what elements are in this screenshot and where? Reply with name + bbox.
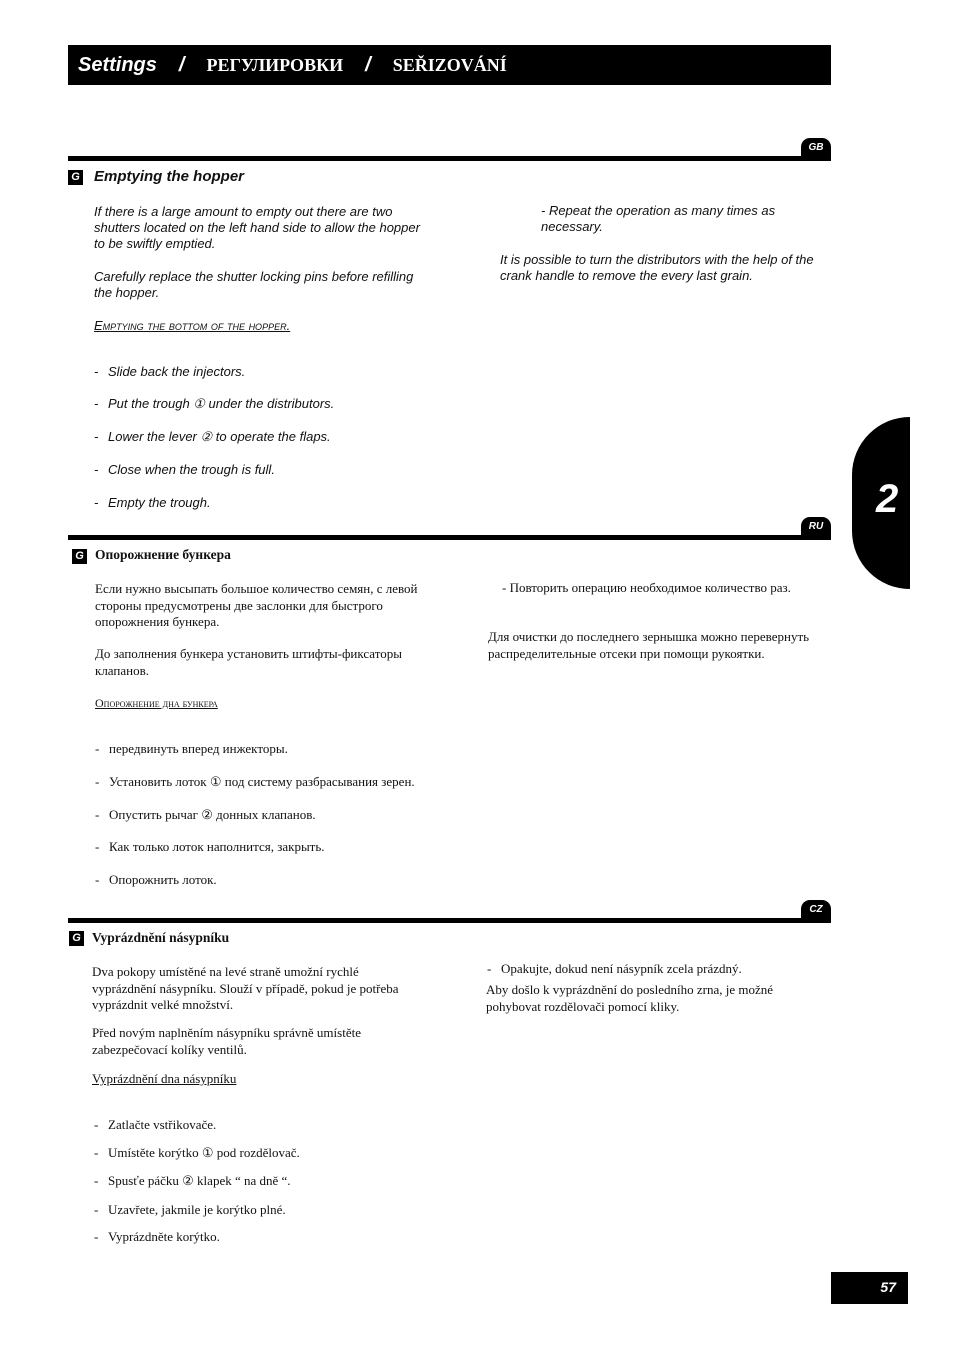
section-marker: G — [69, 931, 84, 946]
list-item: - Empty the trough. — [94, 495, 438, 511]
page-number-text: 57 — [880, 1279, 896, 1295]
list-item: - Опустить рычаг ② донных клапанов. — [95, 807, 429, 824]
section-marker: G — [72, 549, 87, 564]
header-separator: / — [365, 53, 371, 76]
list-item: - Umístěte korýtko ① pod rozdělovač. — [94, 1145, 428, 1162]
page-header — [68, 45, 831, 85]
lang-badge-ru: RU — [801, 517, 831, 535]
header-separator: / — [178, 53, 185, 76]
subheading: Vyprázdnění dna násypníku — [92, 1071, 237, 1086]
list-item: - Как только лоток наполнится, закрыть. — [95, 839, 429, 856]
paragraph: If there is a large amount to empty out there are two shutters located on the left hand side to allow the hopper to be swiftly emptied. — [94, 204, 420, 251]
paragraph: Carefully replace the shutter locking pins before refilling the hopper. — [94, 269, 414, 300]
section-divider — [68, 918, 831, 923]
section-title-ru: Опорожнение бункера — [95, 547, 231, 562]
list-item: - передвинуть вперед инжекторы. — [95, 741, 429, 758]
section-title-gb: Emptying the hopper — [94, 168, 244, 185]
list-item: - Опорожнить лоток. — [95, 872, 429, 889]
list-item: - Opakujte, dokud není násypník zcela prázdný. — [487, 961, 821, 978]
subheading: Опорожнение дна бункера — [95, 696, 218, 710]
paragraph: До заполнения бункера установить штифты-фиксаторы клапанов. — [95, 646, 402, 678]
paragraph: Aby došlo k vyprázdnění do posledního zrna, je možné pohybovat rozdělovači pomocí kliky. — [486, 982, 774, 1014]
section-divider — [68, 156, 831, 161]
list-item: - Zatlačte vstřikovače. — [94, 1117, 428, 1134]
paragraph: It is possible to turn the distributors with the help of the crank handle to remove the every last grain. — [500, 252, 814, 283]
paragraph: Если нужно высыпать большое количество семян, с левой стороны предусмотрены две заслонки для быстрого опорожнения бункера. — [95, 581, 418, 629]
lang-badge-gb: GB — [801, 138, 831, 156]
paragraph: Před novým naplněním násypníku správně umístěte zabezpečovací kolíky ventilů. — [92, 1025, 361, 1057]
section-marker: G — [68, 170, 83, 185]
list-item: - Spusťe páčku ② klapek “ na dně “. — [94, 1173, 428, 1190]
subheading: Emptying the bottom of the hopper. — [94, 318, 291, 333]
list-item: - Uzavřete, jakmile je korýtko plné. — [94, 1202, 428, 1219]
page-number — [831, 1272, 908, 1304]
section-title-cz: Vyprázdnění násypníku — [92, 930, 230, 945]
section-divider — [68, 535, 831, 540]
list-item: - Установить лоток ① под систему разбрасывания зерен. — [95, 774, 429, 791]
paragraph: - Repeat the operation as many times as necessary. — [541, 203, 776, 234]
header-title-en: Settings — [78, 53, 157, 76]
list-item: - Put the trough ① under the distributors. — [94, 396, 438, 412]
chapter-tab — [852, 417, 910, 589]
lang-badge-cz: CZ — [801, 900, 831, 918]
paragraph: - Повторить операцию необходимое количество раз. — [502, 580, 791, 595]
chapter-number: 2 — [876, 477, 899, 521]
list-item: - Slide back the injectors. — [94, 364, 438, 380]
list-item: - Lower the lever ② to operate the flaps. — [94, 429, 438, 445]
paragraph: Для очистки до последнего зернышка можно перевернуть распределительные отсеки при помощи рукоятки. — [488, 629, 810, 661]
header-title-ru: РЕГУЛИРОВКИ — [206, 54, 344, 75]
list-item: - Vyprázdněte korýtko. — [94, 1229, 428, 1246]
list-item: - Close when the trough is full. — [94, 462, 438, 478]
paragraph: Dva pokopy umístěné na levé straně umožní rychlé vyprázdnění násypníku. Slouží v případě, pokud je potřeba vyprázdnit velké množství. — [92, 964, 399, 1012]
header-title-cz: SEŘIZOVÁNÍ — [392, 54, 507, 75]
